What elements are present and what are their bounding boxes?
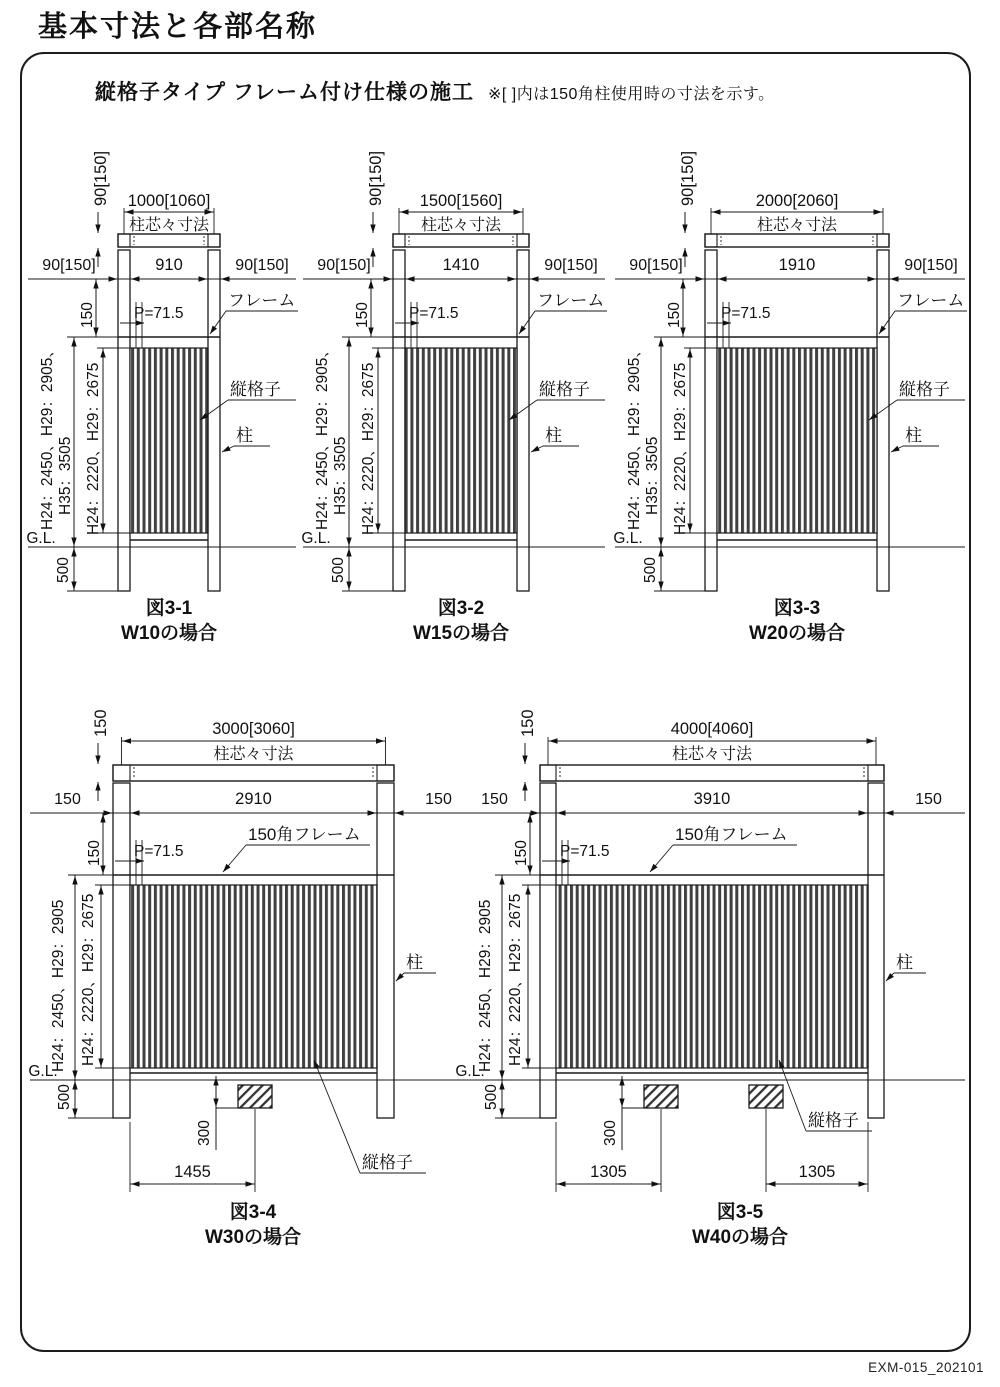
dim-margin-left: 90[150]	[629, 257, 683, 274]
footing-block	[749, 1085, 783, 1108]
label-frame: フレーム	[228, 291, 296, 310]
figure-fig-3-5	[455, 709, 965, 1248]
dim-panel-width: 910	[155, 256, 183, 274]
doc-code: EXM-015_202101	[868, 1360, 984, 1375]
figure-caption: W15の場合	[412, 623, 510, 644]
dim-height-outer: H24：2450、H29：2905	[477, 899, 494, 1072]
dim-center-label: 柱芯々寸法	[671, 746, 753, 763]
figure-caption: 図3-3	[773, 598, 821, 619]
label-post: 柱	[896, 953, 913, 972]
dim-center-label: 柱芯々寸法	[128, 217, 210, 234]
dim-height-outer: H35：3505	[644, 436, 661, 515]
dim-center: 1000[1060]	[127, 192, 211, 210]
gl-label: G.L.	[301, 530, 331, 547]
dim-center-label: 柱芯々寸法	[756, 217, 838, 234]
dim-center: 1500[1560]	[419, 192, 503, 210]
cap-bar	[705, 234, 889, 247]
label-lattice: 縦格子	[539, 380, 590, 399]
dim-pitch: P=71.5	[409, 305, 459, 322]
dim-height-outer: H24：2450、H29：2905、	[39, 342, 56, 530]
figure-caption: 図3-1	[145, 598, 193, 619]
lattice-panel	[130, 885, 377, 1068]
dim-frame-height: 150	[513, 840, 530, 866]
dim-frame-height: 150	[79, 302, 96, 328]
dim-margin-right: 150	[915, 791, 942, 808]
gl-label: G.L.	[28, 1063, 58, 1080]
post-right	[377, 783, 394, 1118]
dim-height-outer: H24：2450、H29：2905	[50, 899, 67, 1072]
figure-caption: 図3-5	[716, 1202, 764, 1223]
dim-height-outer: H35：3505	[332, 436, 349, 515]
dim-bar-depth: 90[150]	[367, 150, 385, 206]
post-right	[877, 250, 889, 591]
dim-center: 2000[2060]	[755, 192, 839, 210]
dim-center: 3000[3060]	[212, 720, 295, 738]
dim-pitch: P=71.5	[134, 843, 184, 860]
dim-bar-depth: 150	[92, 709, 110, 737]
dim-height-inner: H24：2220、H29：2675	[672, 362, 689, 535]
cap-bar	[540, 765, 884, 781]
dim-embed: 500	[55, 557, 72, 583]
dim-height-inner: H24：2220、H29：2675	[360, 362, 377, 535]
dim-margin-left: 150	[54, 791, 81, 808]
figure-caption: 図3-2	[437, 598, 485, 619]
dim-frame-height: 150	[666, 302, 683, 328]
dim-embed: 500	[483, 1084, 500, 1110]
dim-height-inner: H24：2220、H29：2675	[80, 893, 97, 1066]
label-lattice: 縦格子	[899, 380, 950, 399]
gl-label: G.L.	[613, 530, 643, 547]
footing-block	[238, 1085, 272, 1108]
cap-bar	[393, 234, 529, 247]
dim-bar-depth: 150	[519, 709, 537, 737]
page-title: 基本寸法と各部名称	[38, 11, 318, 43]
dim-panel-width: 1410	[442, 256, 480, 274]
figure-caption: W30の場合	[204, 1227, 302, 1248]
dim-frame-height: 150	[86, 840, 103, 866]
label-lattice: 縦格子	[362, 1153, 413, 1172]
dim-margin-right: 90[150]	[904, 257, 958, 274]
gl-label: G.L.	[455, 1063, 485, 1080]
lattice-panel	[556, 885, 868, 1068]
dim-margin-left: 150	[481, 791, 508, 808]
figure-fig-3-1	[26, 151, 298, 644]
label-frame: フレーム	[897, 291, 965, 310]
lattice-panel	[405, 348, 517, 533]
dim-center: 4000[4060]	[670, 720, 754, 738]
cap-bar	[113, 765, 394, 781]
dim-bar-depth: 90[150]	[679, 150, 697, 206]
post-right	[517, 250, 529, 591]
dim-panel-width: 3910	[693, 790, 731, 808]
dim-height-inner: H24：2220、H29：2675	[85, 362, 102, 535]
dim-frame-height: 150	[354, 302, 371, 328]
post-right	[868, 783, 884, 1118]
cap-bar	[118, 234, 220, 247]
figure-caption: W20の場合	[748, 623, 846, 644]
label-post: 柱	[406, 953, 423, 972]
label-lattice: 縦格子	[808, 1111, 859, 1130]
figure-caption: 図3-4	[229, 1202, 277, 1223]
label-frame: 150角フレーム	[248, 825, 361, 844]
dim-span: 1305	[798, 1163, 836, 1181]
post-left	[118, 250, 130, 591]
lattice-panel	[717, 348, 877, 533]
gl-label: G.L.	[26, 530, 56, 547]
figure-caption: W10の場合	[120, 623, 218, 644]
label-post: 柱	[905, 426, 922, 445]
dim-height-inner: H24：2220、H29：2675	[507, 893, 524, 1066]
dim-footing-depth: 300	[196, 1120, 213, 1146]
panel-note: ※[ ]内は150角柱使用時の寸法を示す。	[487, 86, 775, 103]
dim-height-outer: H24：2450、H29：2905、	[314, 342, 331, 530]
dim-margin-right: 150	[425, 791, 452, 808]
dim-pitch: P=71.5	[560, 843, 610, 860]
dim-margin-left: 90[150]	[42, 257, 96, 274]
post-right	[208, 250, 220, 591]
label-post: 柱	[545, 426, 562, 445]
figure-caption: W40の場合	[691, 1227, 789, 1248]
dim-pitch: P=71.5	[134, 305, 184, 322]
post-left	[393, 250, 405, 591]
dim-span: 1305	[590, 1163, 627, 1181]
dim-margin-right: 90[150]	[544, 257, 598, 274]
dim-panel-width: 2910	[235, 790, 272, 808]
dim-panel-width: 1910	[778, 256, 816, 274]
lattice-panel	[130, 348, 208, 533]
dim-center-label: 柱芯々寸法	[213, 746, 294, 763]
dim-footing-depth: 300	[602, 1120, 619, 1146]
figure-fig-3-3	[613, 151, 967, 644]
dim-margin-right: 90[150]	[235, 257, 289, 274]
label-frame: フレーム	[537, 291, 605, 310]
post-left	[705, 250, 717, 591]
dim-pitch: P=71.5	[721, 305, 771, 322]
dim-bar-depth: 90[150]	[92, 150, 110, 206]
figure-fig-3-2	[301, 151, 607, 644]
dim-span: 1455	[174, 1163, 211, 1181]
dim-height-outer: H24：2450、H29：2905、	[626, 342, 643, 530]
dim-height-outer: H35：3505	[57, 436, 74, 515]
panel-heading: 縦格子タイプ フレーム付け仕様の施工	[95, 81, 474, 104]
label-frame: 150角フレーム	[675, 825, 788, 844]
dim-center-label: 柱芯々寸法	[420, 217, 502, 234]
label-post: 柱	[236, 426, 253, 445]
dim-margin-left: 90[150]	[317, 257, 371, 274]
dim-embed: 500	[330, 557, 347, 583]
dim-embed: 500	[56, 1084, 73, 1110]
footing-block	[644, 1085, 678, 1108]
label-lattice: 縦格子	[230, 380, 281, 399]
figure-fig-3-4	[28, 709, 475, 1248]
dim-embed: 500	[642, 557, 659, 583]
